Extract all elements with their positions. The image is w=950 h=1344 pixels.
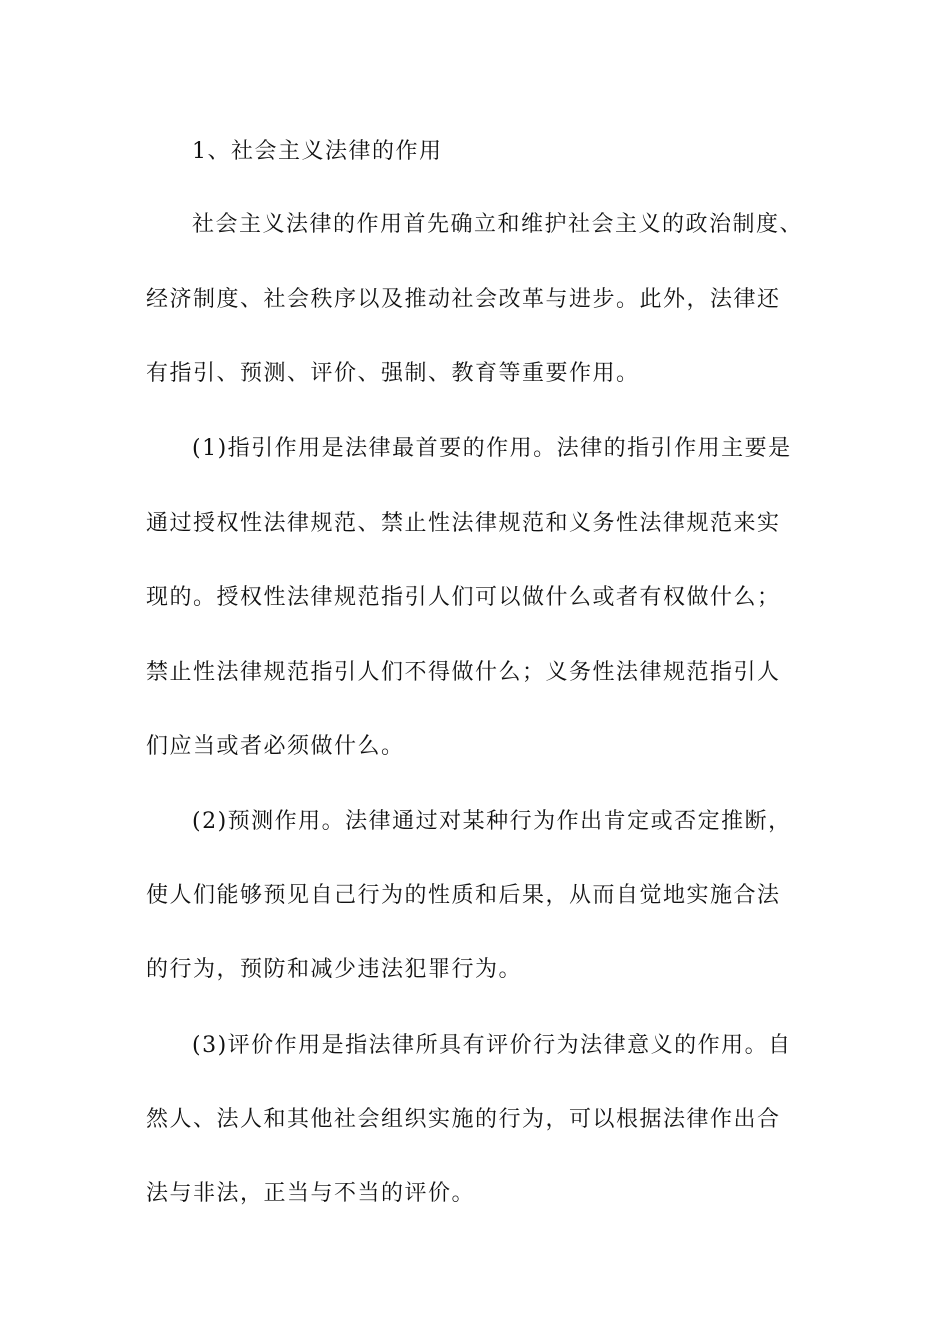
paragraph-line: 经济制度、社会秩序以及推动社会改革与进步。此外，法律还: [146, 287, 781, 312]
paragraph-line: (1)指引作用是法律最首要的作用。法律的指引作用主要是: [192, 436, 792, 461]
paragraph-line: 然人、法人和其他社会组织实施的行为，可以根据法律作出合: [146, 1107, 781, 1132]
paragraph-line: 法与非法，正当与不当的评价。: [146, 1181, 476, 1206]
paragraph-line: 有指引、预测、评价、强制、教育等重要作用。: [146, 361, 640, 386]
paragraph-line: 使人们能够预见自己行为的性质和后果，从而自觉地实施合法: [146, 883, 781, 908]
paragraph-line: 现的。授权性法律规范指引人们可以做什么或者有权做什么；: [146, 585, 781, 610]
paragraph-line: (3)评价作用是指法律所具有评价行为法律意义的作用。自: [192, 1033, 792, 1058]
paragraph-line: 通过授权性法律规范、禁止性法律规范和义务性法律规范来实: [146, 511, 781, 536]
paragraph-line: 禁止性法律规范指引人们不得做什么；义务性法律规范指引人: [146, 660, 781, 685]
paragraph-line: 社会主义法律的作用首先确立和维护社会主义的政治制度、: [192, 212, 804, 237]
paragraph-line: 的行为，预防和减少违法犯罪行为。: [146, 957, 523, 982]
paragraph-line: 们应当或者必须做什么。: [146, 734, 405, 759]
section-heading: 1、社会主义法律的作用: [192, 139, 443, 164]
paragraph-line: (2)预测作用。法律通过对某种行为作出肯定或否定推断，: [192, 809, 792, 834]
